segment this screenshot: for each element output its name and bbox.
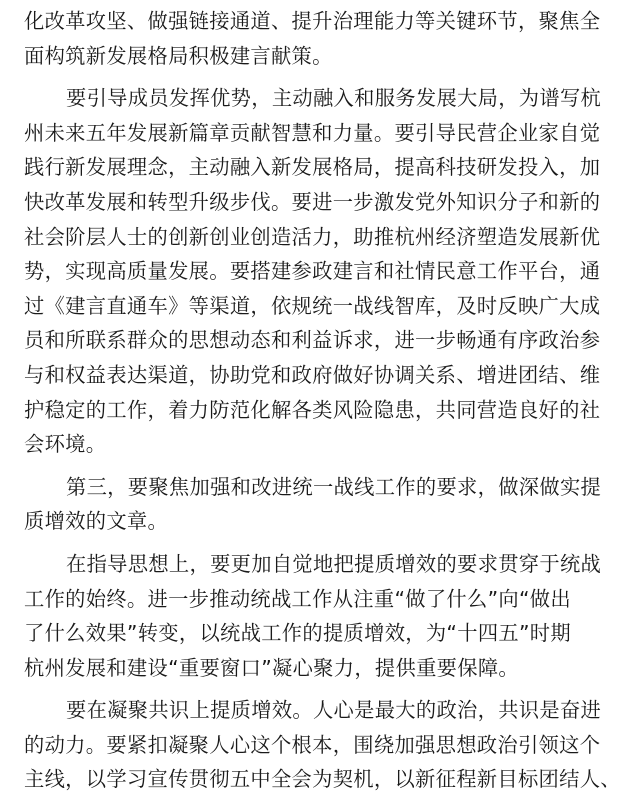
text-line: 势，实现高质量发展。要搭建参政建言和社情民意工作平台，通: [24, 259, 601, 284]
text-line: 与和权益表达渠道，协助党和政府做好协调关系、增进团结、维: [24, 362, 601, 387]
text-line: 的动力。要紧扣凝聚人心这个根本，围绕加强思想政治引领这个: [24, 732, 601, 757]
text-line: 要在凝聚共识上提质增效。人心是最大的政治，共识是奋进: [66, 698, 602, 723]
text-line: 要引导成员发挥优势，主动融入和服务发展大局，为谱写杭: [66, 86, 602, 111]
paragraph-1: [24, 4, 601, 73]
paragraph-4: [24, 547, 602, 685]
text-line: 州未来五年发展新篇章贡献智慧和力量。要引导民营企业家自觉: [24, 120, 601, 145]
text-line: 面构筑新发展格局积极建言献策。: [24, 43, 333, 68]
text-line: 员和所联系群众的思想动态和利益诉求，进一步畅通有序政治参: [24, 328, 601, 353]
text-line: 社会阶层人士的创新创业创造活力，助推杭州经济塑造发展新优: [24, 224, 601, 249]
text-line: 了什么效果”转变，以统战工作的提质增效，为“十四五”时期: [24, 621, 571, 646]
paragraph-3: [24, 470, 602, 539]
paragraph-5: [24, 693, 621, 797]
text-line: 护稳定的工作，着力防范化解各类风险隐患，共同营造良好的社: [24, 397, 601, 422]
text-line: 杭州发展和建设“重要窗口”凝心聚力，提供重要保障。: [24, 655, 519, 680]
text-line: 过《建言直通车》等渠道，依规统一战线智库，及时反映广大成: [24, 293, 601, 318]
text-line: 会环境。: [24, 432, 107, 457]
paragraph-2: [24, 81, 602, 462]
text-line: 践行新发展理念，主动融入新发展格局，提高科技研发投入，加: [24, 155, 601, 180]
text-line: 主线，以学习宣传贯彻五中全会为契机，以新征程新目标团结人、: [24, 767, 621, 792]
text-line: 第三，要聚焦加强和改进统一战线工作的要求，做深做实提: [66, 474, 602, 499]
text-line: 在指导思想上，要更加自觉地把提质增效的要求贯穿于统战: [66, 551, 602, 576]
text-line: 质增效的文章。: [24, 509, 169, 534]
text-line: 工作的始终。进一步推动统战工作从注重“做了什么”向“做出: [24, 586, 571, 611]
text-line: 快改革发展和转型升级步伐。要进一步激发党外知识分子和新的: [24, 189, 601, 214]
text-line: 化改革攻坚、做强链接通道、提升治理能力等关键环节，聚焦全: [24, 9, 601, 33]
